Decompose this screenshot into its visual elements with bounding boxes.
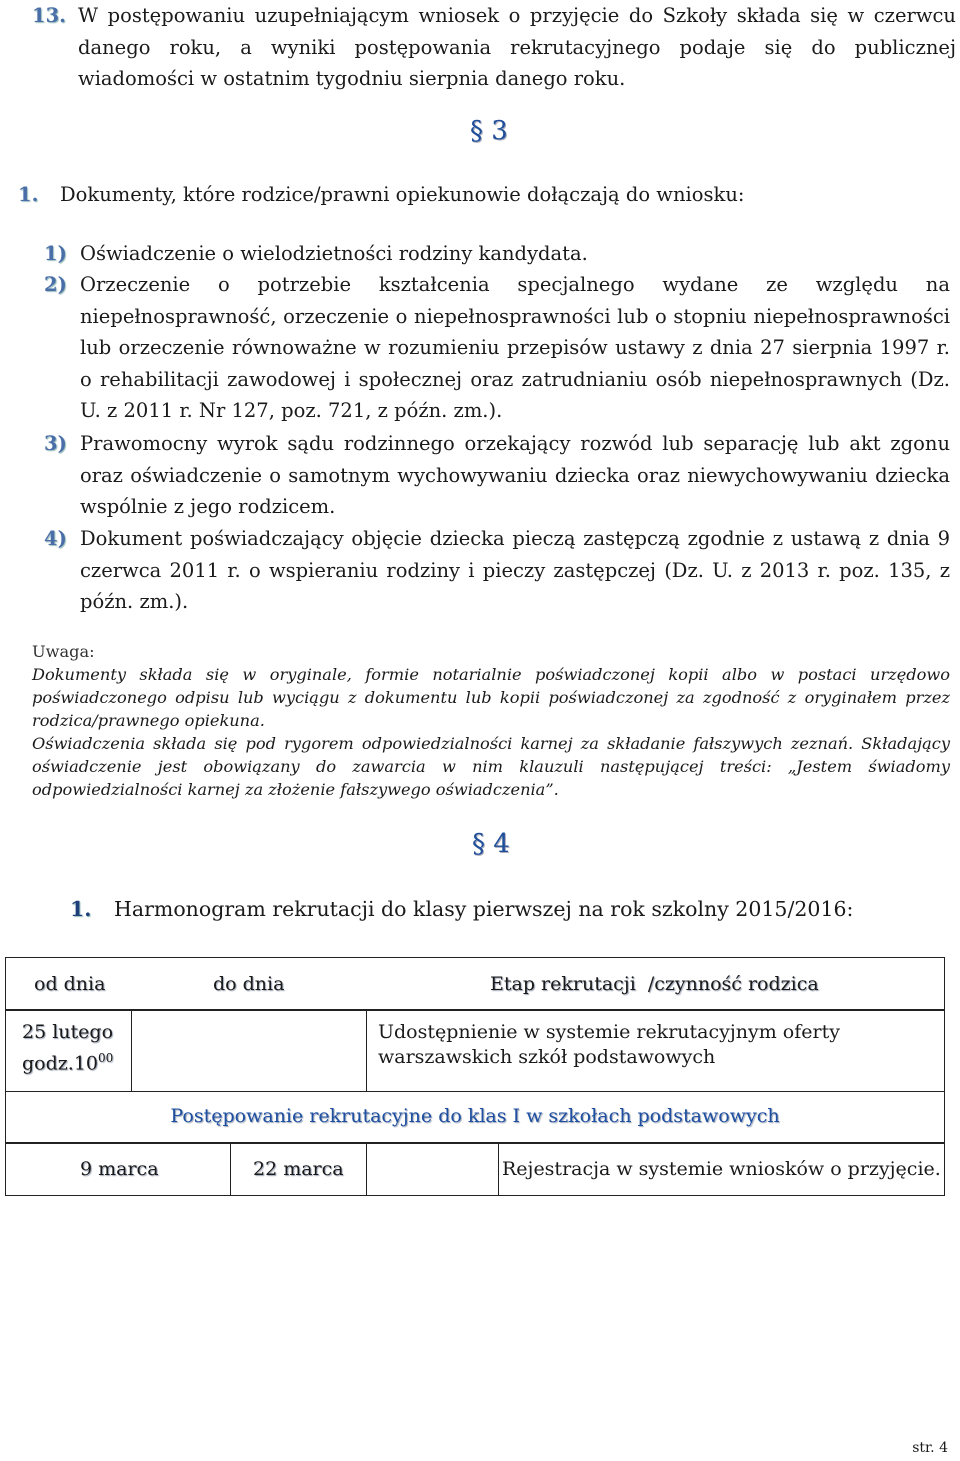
subitem-3-text: Prawomocny wyrok sądu rodzinnego orzekający rozwód lub separację lub akt zgonu oraz oświadczenie o samotnym wychowywaniu dziecka oraz niewychowywaniu dziecka wspólnie z jego rodzicem.	[80, 432, 950, 518]
section-4-item-1	[70, 894, 950, 926]
subitem-4	[44, 523, 950, 618]
schedule-section-title: Postępowanie rekrutacyjne do klas I w szkołach podstawowych	[170, 1105, 780, 1127]
subitem-2	[44, 269, 950, 427]
section-4-item-1-text: Harmonogram rekrutacji do klasy pierwszej na rok szkolny 2015/2016:	[114, 897, 854, 921]
row2-to-cell	[230, 1143, 367, 1196]
row2-stage-cell	[498, 1143, 945, 1196]
subitem-3-number: 3)	[44, 432, 67, 455]
note-line-1: Dokumenty składa się w oryginale, formie notarialnie poświadczonej kopii albo w postaci urzędowo poświadczonego odpisu lub wyciągu z dokumentu lub kopii poświadczonej za zgodność z oryginałem przez rodzica/prawnego opiekuna.	[32, 665, 950, 730]
subitem-2-number: 2)	[44, 273, 67, 296]
row1-stage: Udostępnienie w systemie rekrutacyjnym oferty warszawskich szkół podstawowych	[378, 1021, 840, 1068]
subitem-4-text: Dokument poświadczający objęcie dziecka pieczą zastępczą zgodnie z ustawą z dnia 9 czerwca 2011 r. o wspieraniu rodziny i pieczy zastępczej (Dz. U. z 2013 r. poz. 135, z późn. zm.).	[80, 527, 950, 613]
row1-from-time	[22, 1051, 113, 1074]
subitem-1-number: 1)	[44, 242, 67, 265]
note-heading: Uwaga:	[32, 642, 95, 661]
section-3-heading: § 3	[470, 116, 508, 146]
schedule-section-row	[5, 1091, 945, 1143]
item-13-text: W postępowaniu uzupełniającym wniosek o przyjęcie do Szkoły składa się w czerwcu danego roku, a wyniki postępowania rekrutacyjnego podaje się do publicznej wiadomości w ostatnim tygodniu sierpnia danego roku.	[78, 4, 956, 90]
section-4-item-1-number: 1.	[70, 897, 92, 921]
note-line-2: Oświadczenia składa się pod rygorem odpowiedzialności karnej za składanie fałszywych zeznań. Składający oświadczenie jest obowiązany do zawarcia w nim klauzuli następującej treści: „Jestem świadomy odpowiedzialności karnej za złożenie fałszywego oświadczenia”.	[32, 734, 950, 799]
item-13-number: 13.	[32, 4, 66, 27]
header-from: od dnia	[34, 973, 106, 995]
section-3-item-1	[18, 179, 948, 211]
note-block	[32, 640, 950, 801]
header-to: do dnia	[213, 973, 285, 995]
page-number: str. 4	[912, 1440, 948, 1456]
subitem-1	[44, 238, 950, 270]
row1-to-cell	[131, 1010, 367, 1092]
row2-to: 22 marca	[253, 1158, 344, 1180]
row2-from: 9 marca	[80, 1158, 159, 1180]
item-13	[32, 0, 956, 95]
section-3-item-1-number: 1.	[18, 183, 39, 206]
row1-from-time-prefix: godz.10	[22, 1052, 98, 1075]
subitem-2-text: Orzeczenie o potrzebie kształcenia specjalnego wydane ze względu na niepełnosprawność, orzeczenie o niepełnosprawności lub o stopniu niepełnosprawności lub orzeczenie równoważne w rozumieniu przepisów ustawy z dnia 27 sierpnia 1997 r. o rehabilitacji zawodowej i społecznej oraz zatrudnianiu osób niepełnosprawnych (Dz. U. z 2011 r. Nr 127, poz. 721, z późn. zm.).	[80, 273, 950, 422]
subitem-3	[44, 428, 950, 523]
row1-from-time-sup: 00	[98, 1051, 114, 1065]
row1-stage-cell	[366, 1010, 945, 1092]
row1-from-date: 25 lutego	[22, 1021, 114, 1043]
subitem-1-text: Oświadczenie o wielodzietności rodziny kandydata.	[80, 242, 588, 265]
section-4-heading: § 4	[472, 829, 510, 859]
section-3-item-1-text: Dokumenty, które rodzice/prawni opiekunowie dołączają do wniosku:	[60, 183, 745, 206]
schedule-header-row	[5, 957, 945, 1010]
row1-from-cell	[5, 1010, 132, 1092]
row2-stage: Rejestracja w systemie wniosków o przyjęcie.	[502, 1158, 941, 1180]
header-stage: Etap rekrutacji /czynność rodzica	[490, 973, 819, 995]
row2-empty-cell	[366, 1143, 499, 1196]
row2-from-cell	[5, 1143, 231, 1196]
subitem-4-number: 4)	[44, 527, 67, 550]
